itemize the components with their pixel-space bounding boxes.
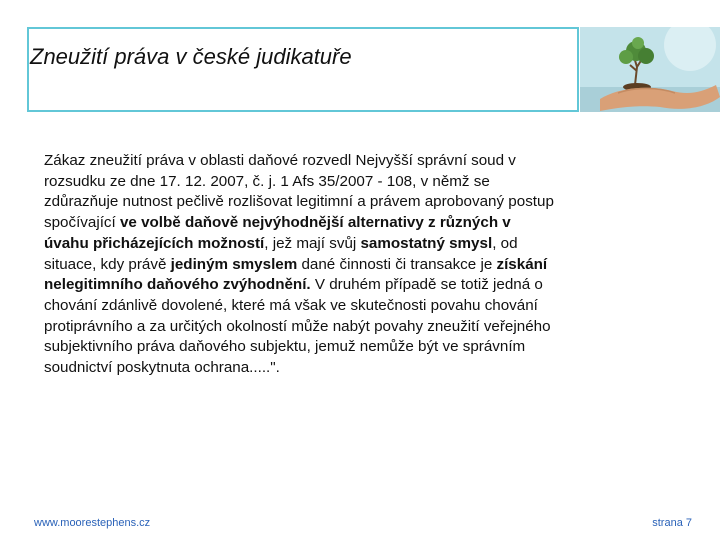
text-run: soudnictví poskytnuta ochrana.....". [44, 359, 280, 377]
bold-text: ve volbě daňově nejvýhodnější alternativy z různých v [119, 214, 511, 232]
body-line [44, 275, 664, 296]
body-line [44, 192, 664, 213]
bold-text: jediným smyslem [170, 255, 298, 273]
page-number: strana 7 [652, 517, 692, 529]
text-run: situace, kdy právě [44, 255, 171, 273]
text-run: chování zdánlivě dovolené, které má však ve skutečnosti povahu chování [44, 296, 538, 314]
body-line [44, 358, 664, 379]
body-line [44, 213, 664, 234]
text-run: subjektivního práva daňového subjektu, jemuž nemůže být ve správním [44, 338, 526, 356]
text-run: spočívající [44, 214, 120, 232]
body-line [44, 255, 664, 276]
slide-title: Zneužití práva v české judikatuře [30, 44, 352, 69]
body-line [44, 296, 664, 317]
body-line [44, 172, 664, 193]
body-line [44, 337, 664, 358]
body-line [44, 234, 664, 255]
bold-text: samostatný smysl [360, 234, 493, 252]
text-run: , od [492, 234, 518, 252]
text-run: dané činnosti či transakce je [297, 255, 497, 273]
body-line [44, 151, 664, 172]
text-run: Zákaz zneužití práva v oblasti daňové rozvedl Nejvyšší správní soud v [44, 152, 516, 169]
text-run: zdůrazňuje nutnost pečlivě rozlišovat legitimní a právem aprobovaný postup [44, 193, 554, 211]
bold-text: úvahu přicházejících možností [44, 234, 265, 252]
body-line [44, 317, 664, 338]
body-paragraph [44, 151, 664, 379]
text-run: V druhém případě se totiž jedná o [310, 276, 543, 294]
bold-text: získání [496, 255, 548, 273]
text-run: , jež mají svůj [264, 234, 361, 252]
bold-text: nelegitimního daňového zvýhodnění. [44, 276, 311, 294]
header-photo [580, 27, 720, 112]
footer-website-link[interactable]: www.moorestephens.cz [34, 517, 151, 529]
text-run: protiprávního a za určitých okolností může nabýt povahy zneužití veřejného [44, 317, 551, 335]
hand-holding-tree-icon [580, 27, 720, 112]
text-run: rozsudku ze dne 17. 12. 2007, č. j. 1 Afs 35/2007 - 108, v němž se [44, 172, 490, 190]
